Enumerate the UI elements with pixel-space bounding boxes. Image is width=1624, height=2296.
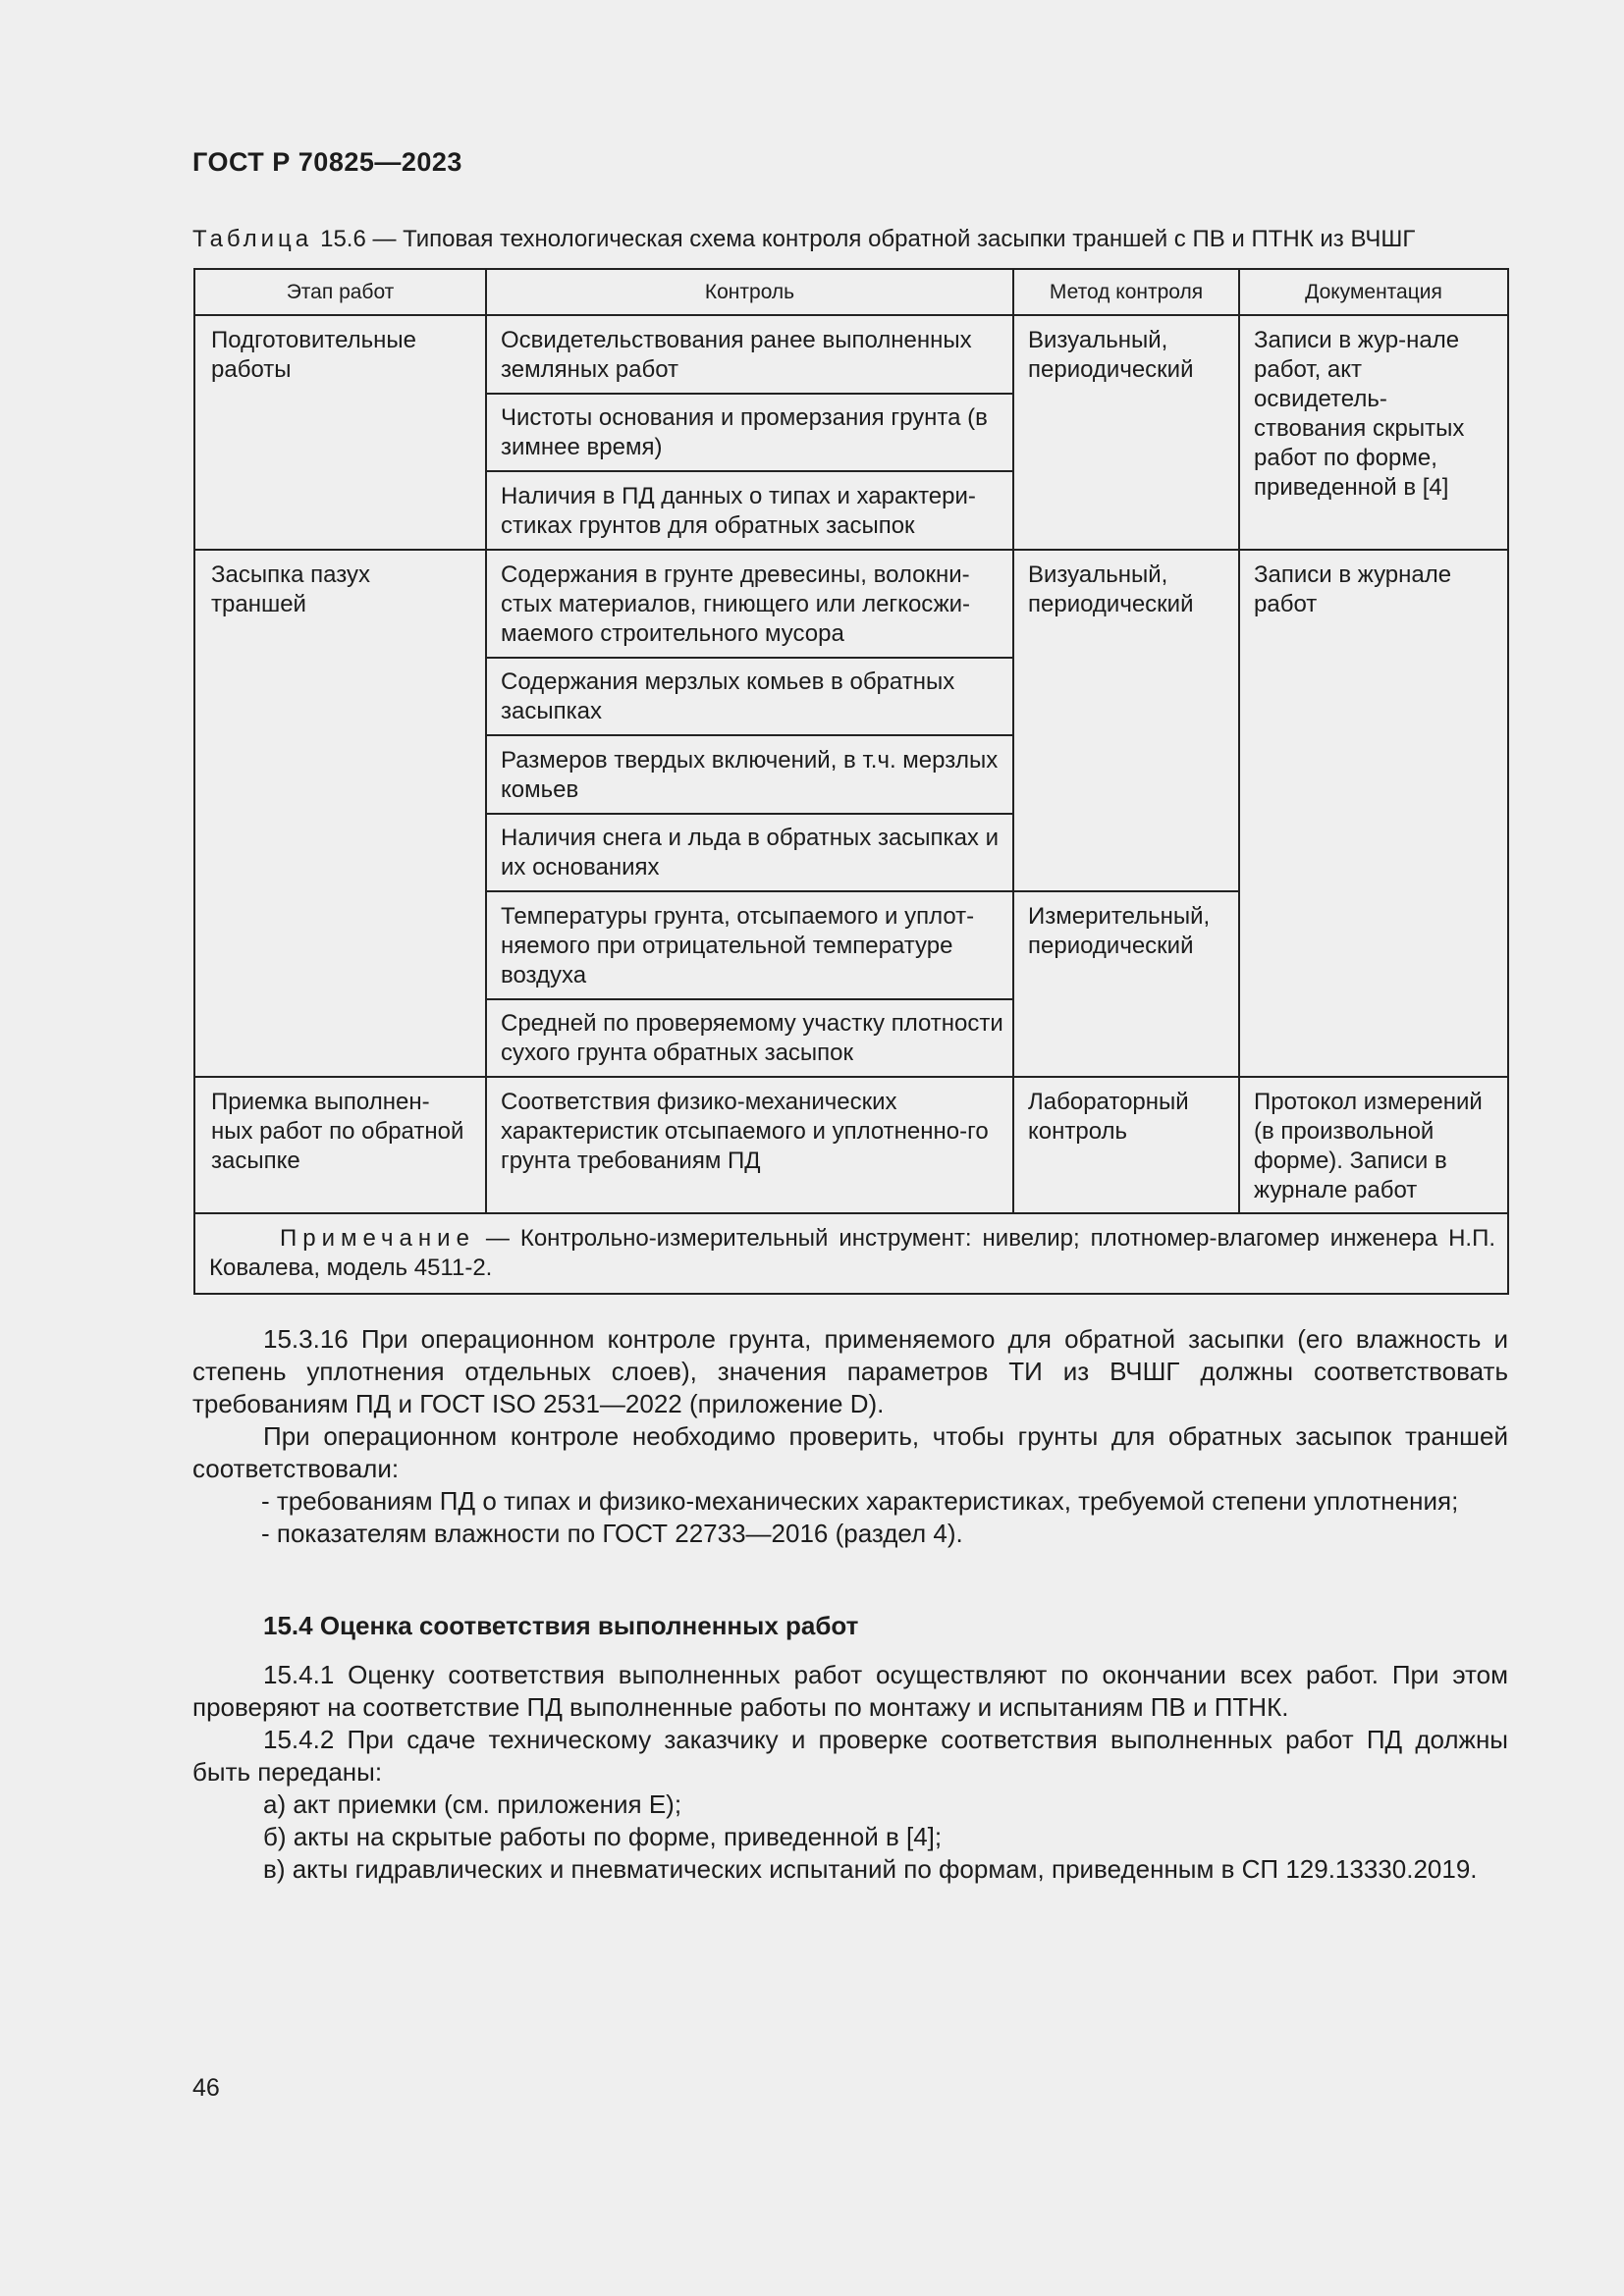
control-cell: Чистоты основания и промерзания грунта (в зимнее время) bbox=[501, 404, 988, 460]
control-cell: Содержания мерзлых комьев в обратных засыпках bbox=[501, 668, 955, 724]
rule-col bbox=[1012, 270, 1014, 1212]
control-cell: Освидетельствования ранее выполненных земляных работ bbox=[501, 327, 972, 383]
paragraph: При операционном контроле необходимо проверить, чтобы грунты для обратных засыпок траншей соответствовали: bbox=[192, 1421, 1508, 1483]
table-caption-text: 15.6 — Типовая технологическая схема контроля обратной засыпки траншей с ПВ и ПТНК из ВЧШГ bbox=[320, 226, 1416, 252]
rule-note bbox=[195, 1212, 1507, 1214]
rule-col bbox=[485, 270, 487, 1212]
control-cell: Размеров твердых включений, в т.ч. мерзлых комьев bbox=[501, 747, 999, 803]
documentation-cell: Записи в журнале работ bbox=[1254, 561, 1452, 617]
method-cell: Визуальный, периодический bbox=[1028, 561, 1194, 617]
rule-row bbox=[485, 734, 1012, 736]
control-cell: Наличия в ПД данных о типах и характери-стиках грунтов для обратных засыпок bbox=[501, 483, 976, 539]
method-cell: Измерительный, периодический bbox=[1028, 903, 1211, 959]
rule-row bbox=[485, 813, 1012, 815]
body-section-15-4 bbox=[192, 1659, 1508, 1886]
table-caption-label: Таблица bbox=[192, 226, 313, 252]
rule-col bbox=[1238, 270, 1240, 1212]
method-cell: Лабораторный контроль bbox=[1028, 1089, 1189, 1145]
page-number: 46 bbox=[192, 2074, 220, 2102]
control-table bbox=[193, 268, 1509, 1295]
body-section-15-3-16 bbox=[192, 1323, 1508, 1550]
rule-section bbox=[195, 1076, 1507, 1078]
section-heading: 15.4 Оценка соответствия выполненных работ bbox=[263, 1611, 859, 1640]
column-header: Этап работ bbox=[286, 281, 395, 303]
rule-row bbox=[485, 470, 1012, 472]
column-header: Документация bbox=[1305, 281, 1442, 303]
list-item: б) акты на скрытые работы по форме, приведенной в [4]; bbox=[263, 1822, 943, 1851]
rule-row bbox=[485, 657, 1012, 659]
control-cell: Температуры грунта, отсыпаемого и уплот-няемого при отрицательной температуре воздуха bbox=[501, 903, 975, 988]
stage-cell: Засыпка пазух траншей bbox=[211, 561, 370, 617]
table-note bbox=[209, 1224, 1495, 1283]
control-cell: Средней по проверяемому участку плотности сухого грунта обратных засыпок bbox=[501, 1010, 1003, 1066]
rule-row bbox=[485, 890, 1238, 892]
table-caption bbox=[192, 226, 1508, 253]
rule-row bbox=[485, 998, 1012, 1000]
documentation-cell: Протокол измерений (в произвольной форме). Записи в журнале работ bbox=[1254, 1089, 1483, 1203]
rule-section bbox=[195, 549, 1507, 551]
list-item: - требованиям ПД о типах и физико-механических характеристиках, требуемой степени уплотнения; bbox=[261, 1486, 1459, 1516]
stage-cell: Подготовительные работы bbox=[211, 327, 416, 383]
paragraph: 15.4.1 Оценку соответствия выполненных работ осуществляют по окончании всех работ. При этом проверяют на соответствие ПД выполненные работы по монтажу и испытаниям ПВ и ПТНК. bbox=[192, 1660, 1508, 1722]
list-item: а) акт приемки (см. приложения E); bbox=[263, 1789, 682, 1819]
column-header: Контроль bbox=[704, 281, 795, 303]
document-code: ГОСТ Р 70825—2023 bbox=[192, 147, 462, 177]
note-label: Примечание bbox=[280, 1225, 475, 1252]
column-header: Метод контроля bbox=[1049, 281, 1204, 303]
documentation-cell: Записи в жур-нале работ, акт освидетель-ствования скрытых работ по форме, приведенной в [4] bbox=[1254, 327, 1465, 501]
control-cell: Наличия снега и льда в обратных засыпках и их основаниях bbox=[501, 825, 999, 881]
list-item: в) акты гидравлических и пневматических испытаний по формам, приведенным в СП 129.13330.2019. bbox=[263, 1854, 1478, 1884]
method-cell: Визуальный, периодический bbox=[1028, 327, 1194, 383]
stage-cell: Приемка выполнен-ных работ по обратной засыпке bbox=[211, 1089, 464, 1174]
control-cell: Соответствия физико-механических характеристик отсыпаемого и уплотненно-го грунта требованиям ПД bbox=[501, 1089, 989, 1174]
rule-row bbox=[485, 393, 1012, 395]
paragraph: 15.3.16 При операционном контроле грунта, применяемого для обратной засыпки (его влажность и степень уплотнения отдельных слоев), значения параметров ТИ из ВЧШГ должны соответствовать требованиям ПД и ГОСТ ISO 2531—2022 (приложение D). bbox=[192, 1324, 1508, 1418]
list-item: - показателям влажности по ГОСТ 22733—2016 (раздел 4). bbox=[261, 1519, 963, 1548]
paragraph: 15.4.2 При сдаче техническому заказчику и проверке соответствия выполненных работ ПД должны быть переданы: bbox=[192, 1725, 1508, 1787]
note-text: — Контрольно-измерительный инструмент: нивелир; плотномер-влагомер инженера Н.П. Ковалева, модель 4511-2. bbox=[209, 1225, 1495, 1281]
rule-header bbox=[195, 314, 1507, 316]
control-cell: Содержания в грунте древесины, волокни-стых материалов, гниющего или легкосжи-маемого строительного мусора bbox=[501, 561, 971, 647]
